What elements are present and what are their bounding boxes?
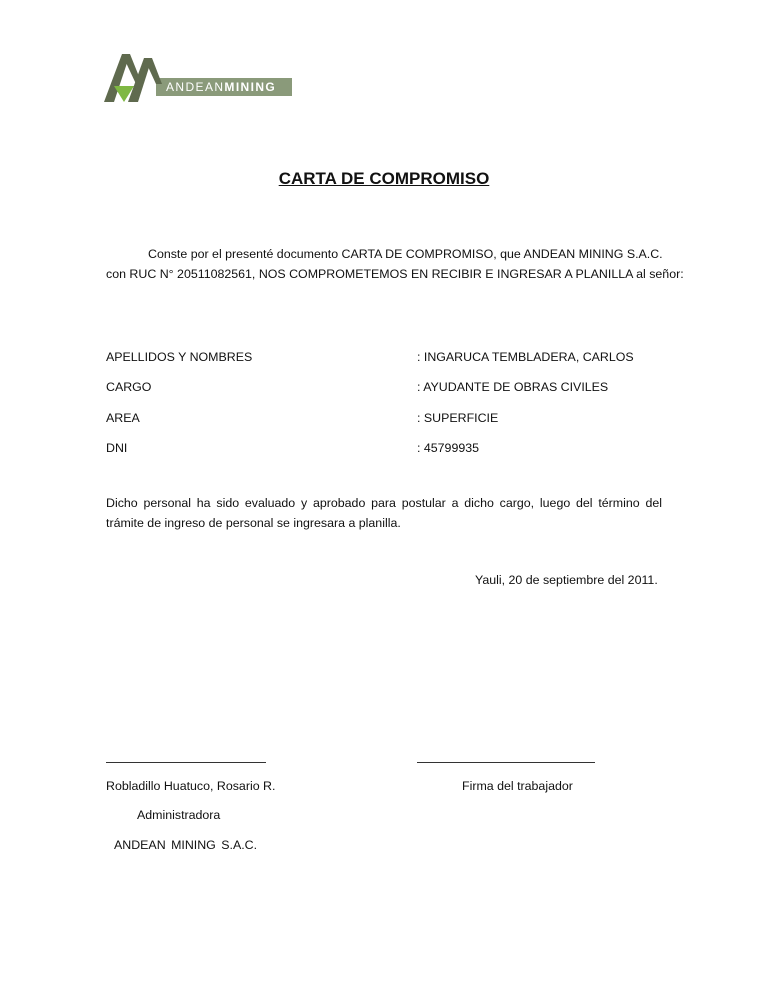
field-label-nombres: APELLIDOS Y NOMBRES — [106, 350, 253, 364]
signatory-role: Administradora — [137, 808, 221, 822]
field-value-cargo: : AYUDANTE DE OBRAS CIVILES — [417, 380, 609, 394]
document-date: Yauli, 20 de septiembre del 2011. — [475, 573, 658, 587]
intro-line-1: Conste por el presenté documento CARTA DE COMPROMISO, que ANDEAN MINING S.A.C. — [148, 247, 663, 261]
andean-mining-logo — [104, 54, 294, 104]
logo-wordmark — [156, 78, 292, 96]
signature-line-left — [106, 762, 266, 763]
field-label-cargo: CARGO — [106, 380, 152, 394]
field-value-area: : SUPERFICIE — [417, 411, 499, 425]
signatory-name: Robladillo Huatuco, Rosario R. — [106, 779, 276, 793]
signature-line-right — [417, 762, 595, 763]
signatory-company: ANDEAN MINING S.A.C. — [114, 838, 258, 852]
field-value-nombres: : INGARUCA TEMBLADERA, CARLOS — [417, 350, 634, 364]
body-line-2: trámite de ingreso de personal se ingresara a planilla. — [106, 516, 401, 530]
field-value-dni: : 45799935 — [417, 441, 480, 455]
intro-line-2: con RUC N° 20511082561, NOS COMPROMETEMOS EN RECIBIR E INGRESAR A PLANILLA al señor: — [106, 267, 684, 281]
document-title: CARTA DE COMPROMISO — [278, 169, 490, 188]
body-line-1: Dicho personal ha sido evaluado y aprobado para postular a dicho cargo, luego del término del — [106, 496, 662, 510]
worker-signature-label: Firma del trabajador — [462, 779, 573, 793]
field-label-area: AREA — [106, 411, 140, 425]
field-label-dni: DNI — [106, 441, 128, 455]
logo-word-andean: ANDEAN — [166, 80, 225, 94]
logo-word-mining: MINING — [224, 80, 277, 94]
